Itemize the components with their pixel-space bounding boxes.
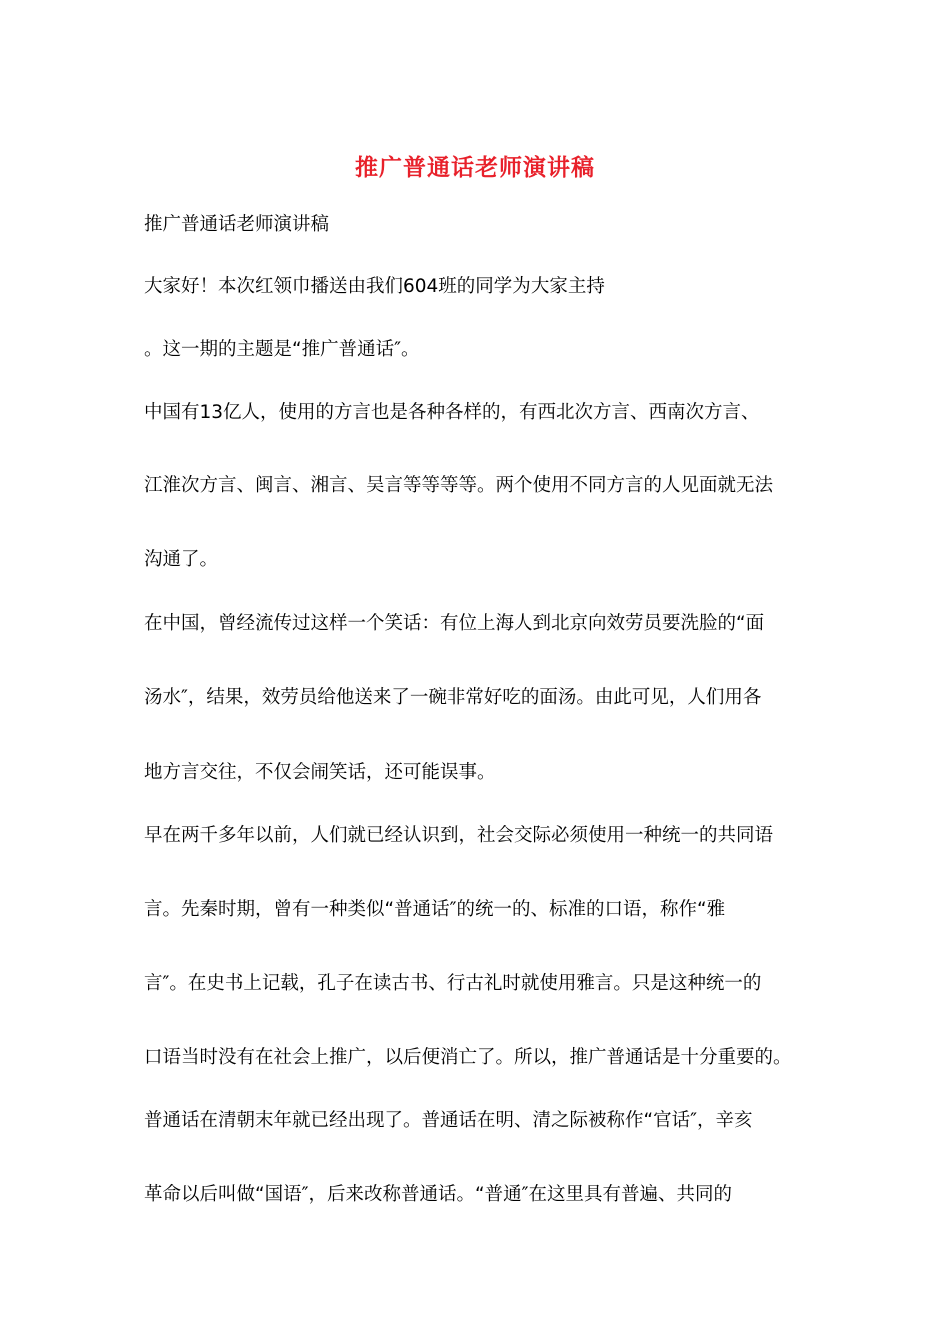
text-line: 早在两千多年以前，人们就已经认识到，社会交际必须使用一种统一的共同语	[144, 825, 774, 846]
subtitle-line: 推广普通话老师演讲稿	[144, 214, 330, 235]
text-line: 言″。在史书上记载，孔子在读古书、行古礼时就使用雅言。只是这种统一的	[144, 973, 762, 994]
text-line: 。这一期的主题是“推广普通话″。	[144, 339, 420, 360]
text-line: 沟通了。	[144, 549, 219, 570]
text-line: 大家好！本次红领巾播送由我们604班的同学为大家主持	[144, 276, 605, 297]
text-line: 中国有13亿人，使用的方言也是各种各样的，有西北次方言、西南次方言、	[144, 402, 760, 423]
text-line: 革命以后叫做“国语″，后来改称普通话。“普通″在这里具有普遍、共同的	[144, 1184, 732, 1205]
document-title: 推广普通话老师演讲稿	[355, 154, 595, 181]
text-line: 普通话在清朝末年就已经出现了。普通话在明、清之际被称作“官话″，辛亥	[144, 1110, 753, 1131]
text-line: 地方言交往，不仅会闹笑话，还可能误事。	[144, 762, 496, 783]
text-line: 江淮次方言、闽言、湘言、吴言等等等等。两个使用不同方言的人见面就无法	[144, 475, 774, 496]
text-line: 口语当时没有在社会上推广，以后便消亡了。所以，推广普通话是十分重要的。	[144, 1047, 792, 1068]
text-line: 在中国，曾经流传过这样一个笑话：有位上海人到北京向效劳员要洗脸的“面	[144, 613, 765, 634]
text-line: 言。先秦时期，曾有一种类似“普通话″的统一的、标准的口语，称作“雅	[144, 899, 726, 920]
text-line: 汤水″，结果，效劳员给他送来了一碗非常好吃的面汤。由此可见，人们用各	[144, 687, 762, 708]
